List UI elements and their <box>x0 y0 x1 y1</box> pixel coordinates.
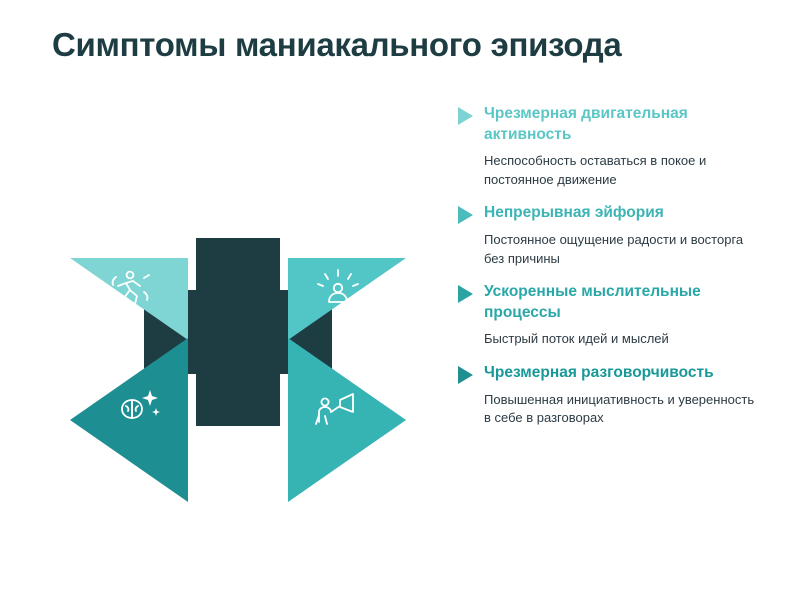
page-title: Симптомы маниакального эпизода <box>52 26 622 63</box>
list-item-description: Неспособность оставаться в покое и постоянное движение <box>484 153 707 187</box>
triangle-bullet-icon <box>458 206 473 224</box>
symptom-diagram <box>48 150 428 550</box>
list-item-header <box>458 104 758 145</box>
list-item-title: Чрезмерная двигательная активность <box>484 105 688 143</box>
list-item-header <box>458 363 758 384</box>
triangle-bullet-icon <box>458 366 473 384</box>
list-item <box>458 203 758 268</box>
wedge-bottom-right <box>288 338 406 502</box>
list-item <box>458 282 758 349</box>
list-item-description: Быстрый поток идей и мыслей <box>484 331 669 347</box>
list-item-title: Непрерывная эйфория <box>484 204 664 222</box>
list-item-header <box>458 282 758 323</box>
list-item-description: Постоянное ощущение радости и восторга без причины <box>484 232 744 266</box>
triangle-bullet-icon <box>458 107 473 125</box>
symptom-list <box>458 104 758 442</box>
list-item <box>458 104 758 189</box>
list-item-title: Ускоренные мыслительные процессы <box>484 283 701 321</box>
wedge-bottom-left <box>70 338 188 502</box>
list-item-header <box>458 203 758 224</box>
list-item <box>458 363 758 428</box>
list-item-description: Повышенная инициативность и уверенность в себе в разговорах <box>484 391 755 426</box>
triangle-bullet-icon <box>458 285 473 303</box>
list-item-title: Чрезмерная разговорчивость <box>484 363 714 381</box>
